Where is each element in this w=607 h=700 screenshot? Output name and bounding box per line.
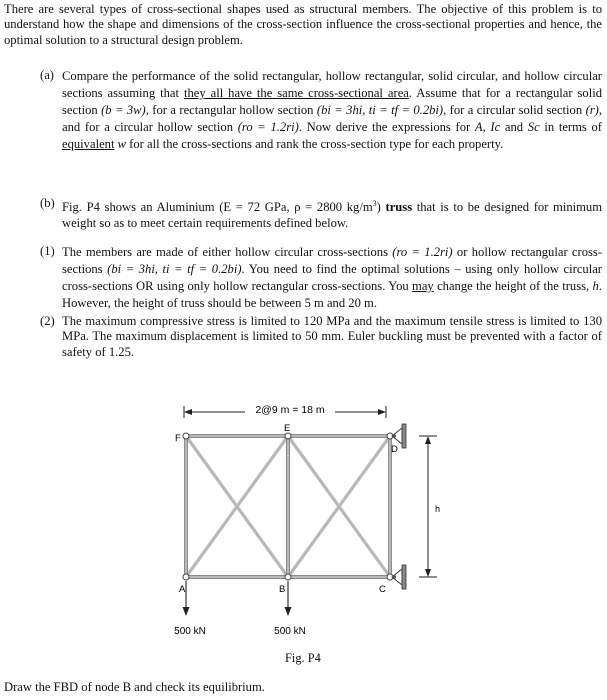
- span-label: 2@9 m = 18 m: [255, 404, 325, 416]
- intro-paragraph: There are several types of cross-sectional shapes used as structural members. The objective of this problem is to understand how the shape and dimensions of the cross-section influence the cross-sectional properties and hence, the optimal solution to a structural design problem.: [4, 2, 602, 47]
- item-2-text: The maximum compressive stress is limited to 120 MPa and the maximum tensile stress is limited to 130 MPa. The maximum displacement is limited to 50 mm. Euler buckling must be prevented with a factor of safety of 1.25.: [62, 314, 602, 359]
- load-arrow-right: [285, 581, 292, 616]
- node-label-a: A: [179, 584, 186, 595]
- part-a-text: Compare the performance of the solid rectangular, hollow rectangular, solid circular, and hollow circular sections assuming that they all have the same cross-sectional area. Assume that for a rectangular solid section (b = 3w), for a rectangular hollow section (bi = 3hi, ti = tf = 0.2bi), for a circular solid section (r), and for a circular hollow section (ro = 1.2ri). Now derive the expressions for A, Ic and Sc in terms of equivalent w for all the cross-sections and rank the cross-section type for each property.: [62, 69, 603, 151]
- node-label-d: D: [391, 444, 398, 455]
- part-b-label: (b): [40, 196, 55, 210]
- closing-instruction: Draw the FBD of node B and check its equilibrium.: [4, 680, 265, 694]
- figure-caption: Fig. P4: [285, 651, 321, 665]
- node-label-c: C: [379, 584, 386, 595]
- part-a-label: (a): [40, 68, 54, 82]
- truss-members: [186, 436, 390, 577]
- height-label: h: [435, 504, 441, 514]
- node-label-b: B: [279, 584, 286, 595]
- item-1-text: The members are made of either hollow circular cross-sections (ro = 1.2ri) or hollow rectangular cross-sections (bi = 3hi, ti = tf = 0.2bi). You need to find the optimal solutions – using only hollow circular cross-sections OR using only hollow rectangular cross-sections. You may change the height of the truss, h. However, the height of truss should be between 5 m and 20 m.: [62, 245, 603, 310]
- part-b-text: Fig. P4 shows an Aluminium (E = 72 GPa, ρ = 2800 $kg/m^3$) truss that is to be designed for minimum weight so as to meet certain requirements defined below.: [62, 199, 603, 230]
- load-label-right: 500 kN: [274, 626, 306, 637]
- load-label-left: 500 kN: [174, 626, 206, 637]
- node-label-f: F: [175, 433, 181, 444]
- node-label-e: E: [284, 423, 291, 434]
- support-bottom: [392, 565, 406, 589]
- item-1-label: (1): [40, 244, 55, 258]
- item-2-label: (2): [40, 314, 55, 328]
